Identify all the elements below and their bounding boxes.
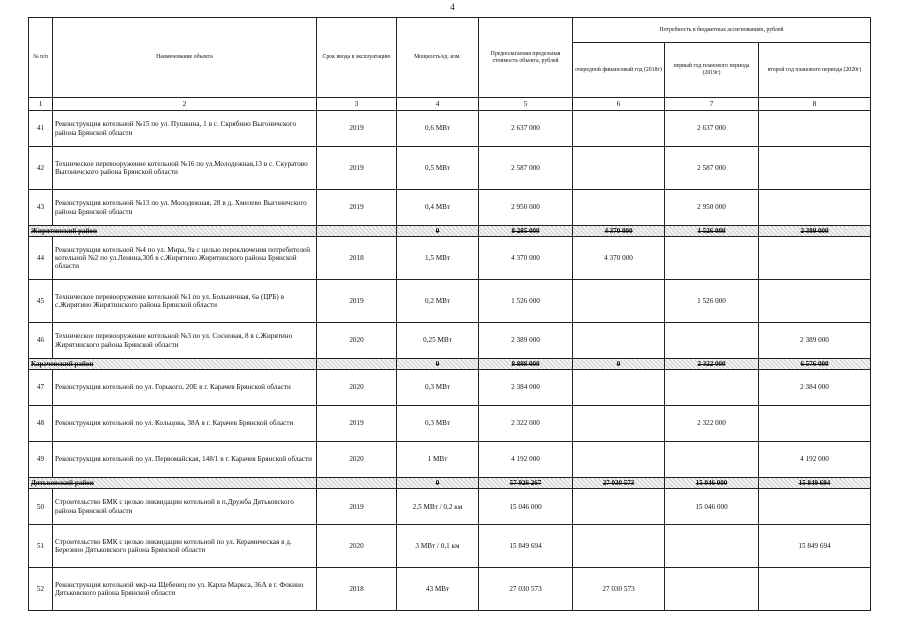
budget-2018: 4 370 000 bbox=[573, 237, 665, 280]
table-row bbox=[29, 111, 871, 147]
row-number: 52 bbox=[29, 568, 53, 611]
budget-2019 bbox=[665, 323, 759, 359]
district-2020: 6 576 000 bbox=[759, 359, 871, 370]
district-cost: 8 285 000 bbox=[479, 226, 573, 237]
district-power: 0 bbox=[397, 359, 479, 370]
cost-limit: 15 849 694 bbox=[479, 525, 573, 568]
table-row bbox=[29, 370, 871, 406]
cost-limit: 4 192 000 bbox=[479, 442, 573, 478]
budget-table bbox=[28, 17, 871, 611]
capacity: 43 МВт bbox=[397, 568, 479, 611]
budget-2018 bbox=[573, 147, 665, 190]
column-number: 1 bbox=[29, 98, 53, 111]
commission-year: 2019 bbox=[317, 111, 397, 147]
district-2018: 0 bbox=[573, 359, 665, 370]
district-2020: 2 389 000 bbox=[759, 226, 871, 237]
budget-2018: 27 030 573 bbox=[573, 568, 665, 611]
row-number: 51 bbox=[29, 525, 53, 568]
commission-year: 2019 bbox=[317, 406, 397, 442]
column-number: 6 bbox=[573, 98, 665, 111]
budget-2019 bbox=[665, 525, 759, 568]
object-name: Реконструкция котельной по ул. Первомайская, 148/1 в г. Карачев Брянской области bbox=[53, 442, 317, 478]
column-numbers-row bbox=[29, 98, 871, 111]
page-number: 4 bbox=[450, 2, 455, 12]
capacity: 0,25 МВт bbox=[397, 323, 479, 359]
budget-2020 bbox=[759, 237, 871, 280]
commission-year: 2020 bbox=[317, 370, 397, 406]
budget-2020: 2 384 000 bbox=[759, 370, 871, 406]
district-row bbox=[29, 226, 871, 237]
table-row bbox=[29, 442, 871, 478]
budget-2018 bbox=[573, 442, 665, 478]
commission-year: 2018 bbox=[317, 568, 397, 611]
budget-2020 bbox=[759, 111, 871, 147]
row-number: 47 bbox=[29, 370, 53, 406]
district-2019: 15 046 000 bbox=[665, 478, 759, 489]
budget-2018 bbox=[573, 323, 665, 359]
budget-2020 bbox=[759, 190, 871, 226]
budget-2019: 2 637 000 bbox=[665, 111, 759, 147]
empty-cell bbox=[317, 478, 397, 489]
commission-year: 2019 bbox=[317, 489, 397, 525]
budget-2019 bbox=[665, 237, 759, 280]
capacity: 0,2 МВт bbox=[397, 280, 479, 323]
column-number: 5 bbox=[479, 98, 573, 111]
budget-2019: 15 046 000 bbox=[665, 489, 759, 525]
capacity: 0,5 МВт bbox=[397, 147, 479, 190]
table-row bbox=[29, 489, 871, 525]
cost-limit: 1 526 000 bbox=[479, 280, 573, 323]
budget-2018 bbox=[573, 370, 665, 406]
commission-year: 2020 bbox=[317, 442, 397, 478]
budget-2019 bbox=[665, 442, 759, 478]
object-name: Техническое перевооружение котельной №16 по ул.Молодежная,13 в с. Скуратово Выгоничского района Брянской области bbox=[53, 147, 317, 190]
budget-2019: 1 526 000 bbox=[665, 280, 759, 323]
commission-year: 2019 bbox=[317, 147, 397, 190]
district-name: Жирятинский район bbox=[29, 226, 317, 237]
column-number: 3 bbox=[317, 98, 397, 111]
object-name: Строительство БМК с целью ликвидации котельной по ул. Керамическая в д. Березино Дятьковского района Брянской области bbox=[53, 525, 317, 568]
cost-limit: 2 384 000 bbox=[479, 370, 573, 406]
budget-2018 bbox=[573, 525, 665, 568]
commission-year: 2019 bbox=[317, 280, 397, 323]
commission-year: 2019 bbox=[317, 190, 397, 226]
row-number: 44 bbox=[29, 237, 53, 280]
capacity: 3 МВт / 0,1 км bbox=[397, 525, 479, 568]
capacity: 0,3 МВт bbox=[397, 370, 479, 406]
district-power: 0 bbox=[397, 478, 479, 489]
district-row bbox=[29, 478, 871, 489]
header-capacity: Мощность/ед. изм. bbox=[397, 18, 479, 98]
table-row bbox=[29, 280, 871, 323]
object-name: Реконструкция котельной №15 по ул. Пушкина, 1 в с. Скрябино Выгоничского района Брянской области bbox=[53, 111, 317, 147]
row-number: 45 bbox=[29, 280, 53, 323]
budget-2018 bbox=[573, 406, 665, 442]
table-row bbox=[29, 323, 871, 359]
capacity: 1 МВт bbox=[397, 442, 479, 478]
budget-2020 bbox=[759, 147, 871, 190]
header-2020: второй год планового периода (2020г) bbox=[759, 43, 871, 98]
capacity: 0,4 МВт bbox=[397, 190, 479, 226]
budget-2020 bbox=[759, 568, 871, 611]
object-name: Техническое перевооружение котельной №3 по ул. Сосновая, 8 в с.Жирятино Жирятинского района Брянской области bbox=[53, 323, 317, 359]
district-cost: 57 926 267 bbox=[479, 478, 573, 489]
commission-year: 2020 bbox=[317, 525, 397, 568]
budget-2020 bbox=[759, 406, 871, 442]
row-number: 43 bbox=[29, 190, 53, 226]
object-name: Реконструкция котельной №4 по ул. Мира, 9а с целью переключения потребителей котельной №2 по ул.Ленина,30б в с.Жирятино Жирятинского района Брянской области bbox=[53, 237, 317, 280]
table-row bbox=[29, 406, 871, 442]
row-number: 49 bbox=[29, 442, 53, 478]
column-number: 8 bbox=[759, 98, 871, 111]
empty-cell bbox=[317, 226, 397, 237]
capacity: 0,6 МВт bbox=[397, 111, 479, 147]
table-row bbox=[29, 147, 871, 190]
budget-2018 bbox=[573, 190, 665, 226]
object-name: Строительство БМК с целью ликвидации котельной в п.Дружба Дятьковского района Брянской области bbox=[53, 489, 317, 525]
row-number: 41 bbox=[29, 111, 53, 147]
capacity: 1,5 МВт bbox=[397, 237, 479, 280]
district-power: 0 bbox=[397, 226, 479, 237]
capacity: 0,3 МВт bbox=[397, 406, 479, 442]
budget-2018 bbox=[573, 280, 665, 323]
header-2018: очередной финансовый год (2018г) bbox=[573, 43, 665, 98]
object-name: Реконструкция котельной по ул. Горького, 20Е в г. Карачев Брянской области bbox=[53, 370, 317, 406]
column-number: 2 bbox=[53, 98, 317, 111]
budget-2020 bbox=[759, 280, 871, 323]
row-number: 50 bbox=[29, 489, 53, 525]
object-name: Реконструкция котельной по ул. Кольцова, 38А в г. Карачев Брянской области bbox=[53, 406, 317, 442]
district-name: Карачевский район bbox=[29, 359, 317, 370]
object-name: Реконструкция котельной №13 по ул. Молодежная, 28 в д. Хмелево Выгоничского района Брянской области bbox=[53, 190, 317, 226]
table-row bbox=[29, 568, 871, 611]
empty-cell bbox=[317, 359, 397, 370]
district-name: Дятьковский район bbox=[29, 478, 317, 489]
district-2019: 2 322 000 bbox=[665, 359, 759, 370]
budget-2019 bbox=[665, 370, 759, 406]
table-header bbox=[29, 18, 871, 111]
cost-limit: 2 950 000 bbox=[479, 190, 573, 226]
cost-limit: 15 046 000 bbox=[479, 489, 573, 525]
budget-2020 bbox=[759, 489, 871, 525]
budget-2018 bbox=[573, 489, 665, 525]
budget-2019 bbox=[665, 568, 759, 611]
budget-2019: 2 950 000 bbox=[665, 190, 759, 226]
header-name: Наименование объекта bbox=[53, 18, 317, 98]
commission-year: 2018 bbox=[317, 237, 397, 280]
cost-limit: 4 370 000 bbox=[479, 237, 573, 280]
table-row bbox=[29, 525, 871, 568]
row-number: 48 bbox=[29, 406, 53, 442]
column-number: 7 bbox=[665, 98, 759, 111]
commission-year: 2020 bbox=[317, 323, 397, 359]
cost-limit: 2 637 000 bbox=[479, 111, 573, 147]
header-2019: первый год планового периода (2019г) bbox=[665, 43, 759, 98]
district-2019: 1 526 000 bbox=[665, 226, 759, 237]
header-commission: Срок ввода в эксплуатацию bbox=[317, 18, 397, 98]
header-cost: Предполагаемая предельная стоимость объекта, рублей bbox=[479, 18, 573, 98]
table-row bbox=[29, 237, 871, 280]
budget-2020: 2 389 000 bbox=[759, 323, 871, 359]
capacity: 2,5 МВт / 0,2 км bbox=[397, 489, 479, 525]
budget-2019: 2 587 000 bbox=[665, 147, 759, 190]
district-2020: 15 849 694 bbox=[759, 478, 871, 489]
budget-2019: 2 322 000 bbox=[665, 406, 759, 442]
cost-limit: 2 587 000 bbox=[479, 147, 573, 190]
row-number: 46 bbox=[29, 323, 53, 359]
row-number: 42 bbox=[29, 147, 53, 190]
object-name: Реконструкция котельной мкр-на Щебенец по ул. Карла Маркса, 36А в г. Фокино Дятьковского района Брянской области bbox=[53, 568, 317, 611]
cost-limit: 2 389 000 bbox=[479, 323, 573, 359]
cost-limit: 2 322 000 bbox=[479, 406, 573, 442]
table-row bbox=[29, 190, 871, 226]
column-number: 4 bbox=[397, 98, 479, 111]
budget-2020: 4 192 000 bbox=[759, 442, 871, 478]
district-2018: 4 370 000 bbox=[573, 226, 665, 237]
object-name: Техническое перевооружение котельной №1 по ул. Больничная, 6а (ЦРБ) в с.Жирятино Жирятинского района Брянской области bbox=[53, 280, 317, 323]
district-row bbox=[29, 359, 871, 370]
table-body bbox=[29, 111, 871, 611]
district-cost: 8 898 000 bbox=[479, 359, 573, 370]
budget-2018 bbox=[573, 111, 665, 147]
header-num: № п/п bbox=[29, 18, 53, 98]
district-2018: 27 030 573 bbox=[573, 478, 665, 489]
budget-2020: 15 849 694 bbox=[759, 525, 871, 568]
header-need: Потребность в бюджетных ассигнованиях, рублей bbox=[573, 18, 871, 43]
cost-limit: 27 030 573 bbox=[479, 568, 573, 611]
